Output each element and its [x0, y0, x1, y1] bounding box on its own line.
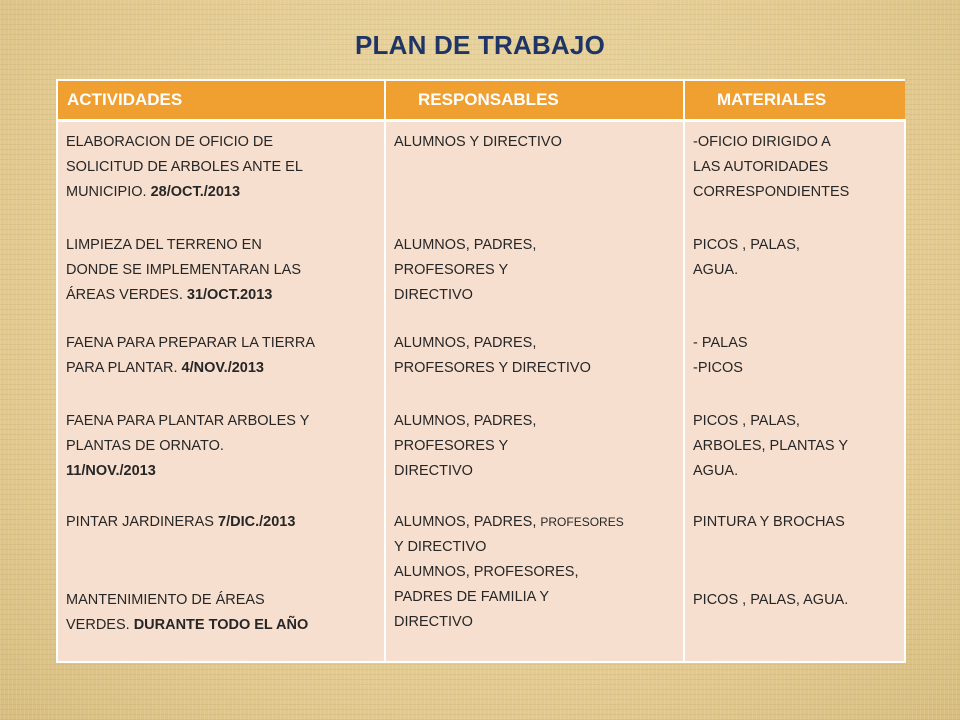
- responsable-text: ALUMNOS Y DIRECTIVO: [394, 134, 562, 150]
- actividad-item: [66, 233, 380, 308]
- actividad-text: FAENA PARA PREPARAR LA TIERRA PARA PLANTAR.: [66, 335, 316, 376]
- materiales-cell: [684, 121, 905, 663]
- material-text: PICOS , PALAS, AGUA.: [693, 592, 849, 608]
- table-row: [57, 121, 905, 663]
- responsable-text: ALUMNOS, PADRES, PROFESORES Y DIRECTIVO: [394, 413, 537, 479]
- material-text: PINTURA Y BROCHAS: [693, 514, 845, 530]
- responsable-item: [394, 409, 679, 484]
- actividad-item: [66, 409, 380, 484]
- responsable-item: [394, 560, 679, 635]
- actividad-date: DURANTE TODO EL AÑO: [133, 617, 309, 633]
- actividad-item: [66, 588, 380, 638]
- actividad-item: [66, 130, 380, 205]
- actividad-date: 28/OCT./2013: [150, 184, 241, 200]
- actividad-date: 4/NOV./2013: [181, 360, 264, 376]
- actividad-item: [66, 510, 380, 535]
- responsable-small-text: PROFESORES: [540, 515, 624, 529]
- actividad-date: 7/DIC./2013: [218, 514, 296, 530]
- responsable-item: [394, 331, 679, 381]
- material-item: [693, 331, 900, 381]
- actividad-text: PINTAR JARDINERAS: [66, 514, 219, 530]
- responsables-cell: [385, 121, 684, 663]
- header-materiales: MATERIALES: [684, 80, 905, 121]
- actividad-text: ELABORACION DE OFICIO DE SOLICITUD DE ARBOLES ANTE EL MUNICIPIO.: [66, 134, 303, 200]
- work-plan-table: [56, 79, 906, 663]
- material-text: PICOS , PALAS, ARBOLES, PLANTAS Y AGUA.: [693, 413, 848, 479]
- responsable-item: [394, 233, 679, 308]
- responsable-text: ALUMNOS, PADRES,: [394, 514, 541, 530]
- actividad-text: LIMPIEZA DEL TERRENO EN DONDE SE IMPLEMENTARAN LAS ÁREAS VERDES.: [66, 237, 302, 303]
- responsable-text-cont: Y DIRECTIVO: [394, 539, 487, 555]
- actividad-text: FAENA PARA PLANTAR ARBOLES Y PLANTAS DE ORNATO.: [66, 413, 310, 454]
- material-text: - PALAS -PICOS: [693, 335, 748, 376]
- material-item: [693, 510, 900, 535]
- responsable-item: [394, 510, 679, 560]
- header-actividades: ACTIVIDADES: [57, 80, 385, 121]
- header-responsables: RESPONSABLES: [385, 80, 684, 121]
- material-item: [693, 588, 900, 613]
- page-title: PLAN DE TRABAJO: [354, 30, 605, 60]
- responsable-text: ALUMNOS, PADRES, PROFESORES Y DIRECTIVO: [394, 335, 591, 376]
- actividad-date: 11/NOV./2013: [66, 463, 156, 479]
- responsable-text: ALUMNOS, PROFESORES, PADRES DE FAMILIA Y DIRECTIVO: [394, 564, 579, 630]
- actividad-date: 31/OCT.2013: [186, 287, 273, 303]
- responsable-text: ALUMNOS, PADRES, PROFESORES Y DIRECTIVO: [394, 237, 537, 303]
- actividad-text: MANTENIMIENTO DE ÁREAS VERDES.: [66, 592, 265, 633]
- table-header-row: [57, 80, 905, 121]
- material-text: PICOS , PALAS, AGUA.: [693, 237, 800, 278]
- actividad-item: [66, 331, 380, 381]
- material-item: [693, 409, 900, 484]
- actividades-cell: [57, 121, 385, 663]
- material-text: -OFICIO DIRIGIDO A LAS AUTORIDADES CORRESPONDIENTES: [693, 134, 850, 200]
- material-item: [693, 130, 900, 205]
- material-item: [693, 233, 900, 283]
- responsable-item: [394, 130, 679, 155]
